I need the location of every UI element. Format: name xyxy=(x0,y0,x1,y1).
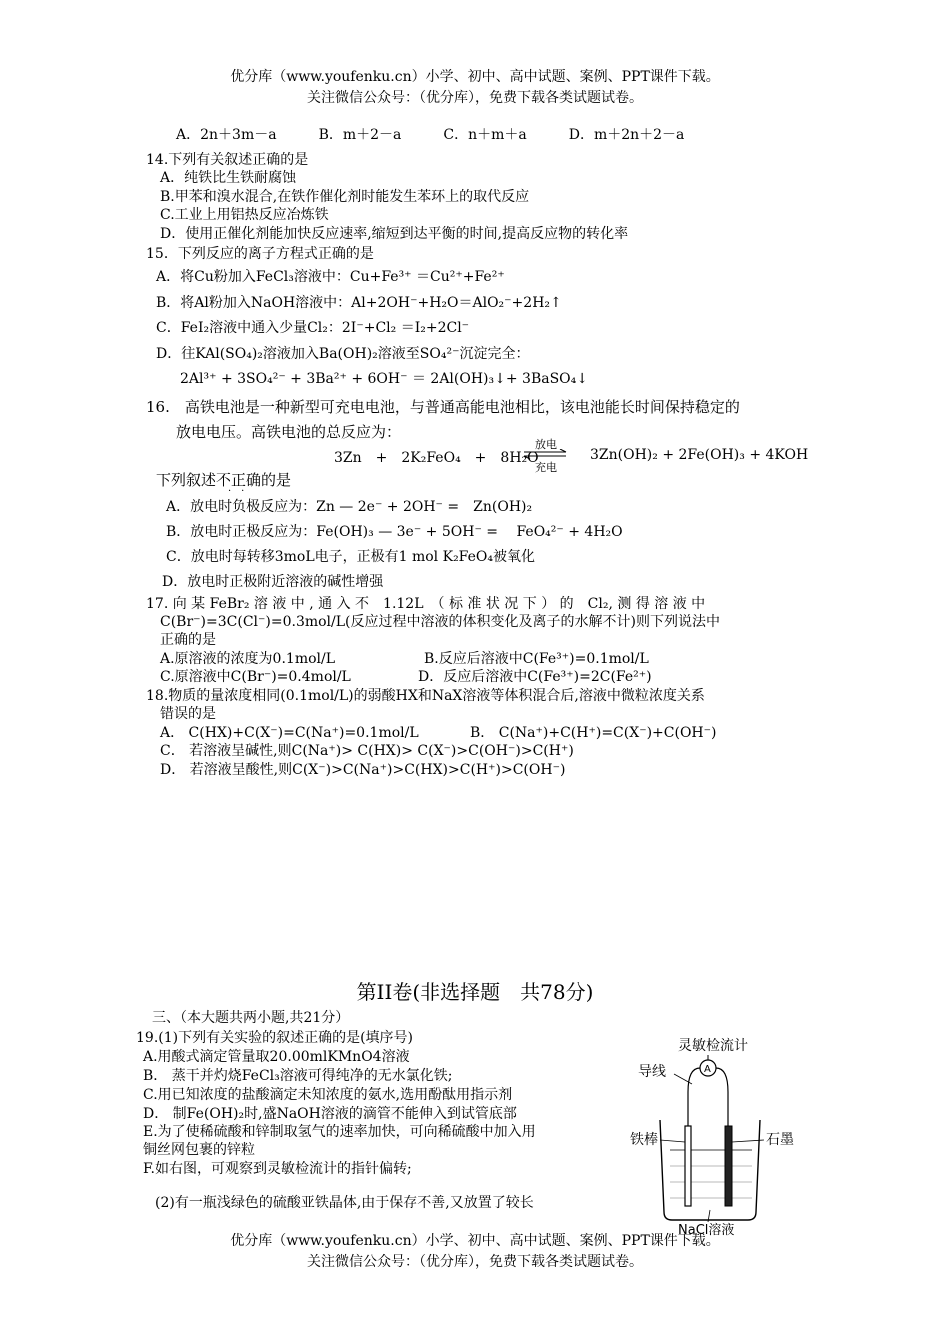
q19-option-b: B． 蒸干并灼烧FeCl₃溶液可得纯净的无水氯化铁; xyxy=(143,1068,453,1084)
q19-option-e-2: 铜丝网包裹的锌粒 xyxy=(143,1142,255,1158)
graphite-rod xyxy=(725,1126,732,1206)
iron-rod-label: 铁棒 xyxy=(630,1132,658,1148)
electrochemical-cell-figure xyxy=(630,1030,810,1240)
q15-option-d-equation: 2Al³⁺ + 3SO₄²⁻ + 3Ba²⁺ + 6OH⁻ ＝ 2Al(OH)₃↓+ 3BaSO₄↓ xyxy=(180,371,588,387)
solution-label: NaCl溶液 xyxy=(678,1223,735,1238)
q19-option-c: C.用已知浓度的盐酸滴定未知浓度的氨水,选用酚酞用指示剂 xyxy=(143,1087,513,1103)
q17-option-c: C.原溶液中C(Br⁻)=0.4mol/L xyxy=(160,669,351,685)
q14-stem: 14.下列有关叙述正确的是 xyxy=(146,152,309,168)
q16-option-d: D．放电时正极附近溶液的碱性增强 xyxy=(162,574,384,590)
q18-option-a: A． C(HX)+C(X⁻)=C(Na⁺)=0.1mol/L xyxy=(160,725,419,741)
q14-option-d: D．使用正催化剂能加快反应速率,缩短到达平衡的时间,提高反应物的转化率 xyxy=(160,226,629,242)
q19-option-d: D． 制Fe(OH)₂时,盛NaOH溶液的滴管不能伸入到试管底部 xyxy=(143,1106,517,1122)
wire-left xyxy=(688,1068,700,1128)
header-line-1: 优分库（www.youfenku.cn）小学、初中、高中试题、案例、PPT课件下载。 xyxy=(230,69,720,85)
q16-stem-1: 16. 高铁电池是一种新型可充电电池，与普通高能电池相比，该电池能长时间保持稳定的 xyxy=(146,398,740,416)
q16-ask: 下列叙述不正确的是 xyxy=(156,471,292,489)
part-3-heading: 三、（本大题共两小题,共21分） xyxy=(152,1010,350,1026)
q15-option-c: C．FeI₂溶液中通入少量Cl₂：2I⁻+Cl₂ ＝I₂+2Cl⁻ xyxy=(156,320,470,336)
q16-equation-right: 3Zn(OH)₂ + 2Fe(OH)₃ + 4KOH xyxy=(590,447,809,463)
q14-option-b: B.甲苯和溴水混合,在铁作催化剂时能发生苯环上的取代反应 xyxy=(160,189,530,205)
q18-stem-2: 错误的是 xyxy=(160,706,216,722)
reversible-arrow-icon xyxy=(522,449,568,459)
q19-option-f: F.如右图，可观察到灵敏检流计的指针偏转; xyxy=(143,1161,412,1177)
q15-option-a: A．将Cu粉加入FeCl₃溶液中：Cu+Fe³⁺ ＝Cu²⁺+Fe²⁺ xyxy=(156,269,505,285)
q14-option-c: C.工业上用铝热反应冶炼铁 xyxy=(160,207,329,223)
q19-option-a: A.用酸式滴定管量取20.00mlKMnO4溶液 xyxy=(143,1049,410,1065)
q18-option-c: C． 若溶液呈碱性,则C(Na⁺)> C(HX)> C(X⁻)>C(OH⁻)>C(H⁺) xyxy=(160,743,574,759)
q17-stem-3: 正确的是 xyxy=(160,632,216,648)
q19-option-e-1: E.为了使稀硫酸和锌制取氢气的速率加快，可向稀硫酸中加入用 xyxy=(143,1124,536,1140)
q15-option-d: D．往KAl(SO₄)₂溶液加入Ba(OH)₂溶液至SO₄²⁻沉淀完全： xyxy=(156,346,530,362)
q18-option-d: D． 若溶液呈酸性,则C(X⁻)>C(Na⁺)>C(HX)>C(H⁺)>C(OH⁻) xyxy=(160,762,566,778)
q17-stem-1: 17. 向 某 FeBr₂ 溶 液 中 , 通 入 不 1.12L （ 标 准 状 况 下 ） 的 Cl₂, 测 得 溶 液 中 xyxy=(146,596,706,612)
wire-right xyxy=(716,1068,728,1128)
q13-options: A．2n＋3m－a B．m＋2－a C．n＋m＋a D．m＋2n＋2－a xyxy=(176,127,685,143)
graphite-label: 石墨 xyxy=(766,1132,794,1148)
q19-part-2: (2)有一瓶浅绿色的硫酸亚铁晶体,由于保存不善,又放置了较长 xyxy=(155,1195,534,1211)
q17-option-b: B.反应后溶液中C(Fe³⁺)=0.1mol/L xyxy=(424,651,649,667)
q19-stem: 19.(1)下列有关实验的叙述正确的是(填序号) xyxy=(136,1030,414,1046)
q17-option-a: A.原溶液的浓度为0.1mol/L xyxy=(160,651,336,667)
galvanometer-label: 灵敏检流计 xyxy=(678,1038,748,1054)
emphasis-dots: · · xyxy=(228,486,245,497)
q18-stem-1: 18.物质的量浓度相同(0.1mol/L)的弱酸HX和NaX溶液等体积混合后,溶液中微粒浓度关系 xyxy=(146,688,705,704)
q15-stem: 15．下列反应的离子方程式正确的是 xyxy=(146,246,374,262)
q16-stem-2: 放电电压。高铁电池的总反应为： xyxy=(176,423,402,441)
q15-option-b: B．将Al粉加入NaOH溶液中：Al+2OH⁻+H₂O＝AlO₂⁻+2H₂↑ xyxy=(156,295,562,311)
footer-line-1: 优分库（www.youfenku.cn）小学、初中、高中试题、案例、PPT课件下载。 xyxy=(230,1233,720,1249)
header-line-2: 关注微信公众号：（优分库），免费下载各类试题试卷。 xyxy=(307,90,643,106)
q16-equation-left: 3Zn + 2K₂FeO₄ + 8H₂O xyxy=(334,450,539,466)
beaker xyxy=(660,1120,760,1220)
q16-option-a: A．放电时负极反应为：Zn — 2e⁻ + 2OH⁻ = Zn(OH)₂ xyxy=(166,499,533,515)
q14-option-a: A．纯铁比生铁耐腐蚀 xyxy=(160,170,297,186)
footer-line-2: 关注微信公众号：（优分库），免费下载各类试题试卷。 xyxy=(307,1254,643,1270)
wire-label: 导线 xyxy=(638,1064,666,1080)
q18-option-b: B． C(Na⁺)+C(H⁺)=C(X⁻)+C(OH⁻) xyxy=(470,725,717,741)
q17-option-d: D．反应后溶液中C(Fe³⁺)=2C(Fe²⁺) xyxy=(418,669,652,685)
q16-arrow-top-label: 放电 xyxy=(535,438,557,451)
q16-arrow-bottom-label: 充电 xyxy=(535,461,557,474)
iron-rod xyxy=(685,1126,691,1206)
galvanometer-meter-symbol: A xyxy=(704,1064,711,1075)
q17-stem-2: C(Br⁻)=3C(Cl⁻)=0.3mol/L(反应过程中溶液的体积变化及离子的水解不计)则下列说法中 xyxy=(160,614,720,630)
q16-option-b: B．放电时正极反应为：Fe(OH)₃ — 3e⁻ + 5OH⁻ = FeO₄²⁻ + 4H₂O xyxy=(166,524,623,540)
q16-option-c: C．放电时每转移3moL电子，正极有1 mol K₂FeO₄被氧化 xyxy=(166,549,536,565)
section-2-title: 第II卷(非选择题 共78分) xyxy=(356,980,594,1004)
